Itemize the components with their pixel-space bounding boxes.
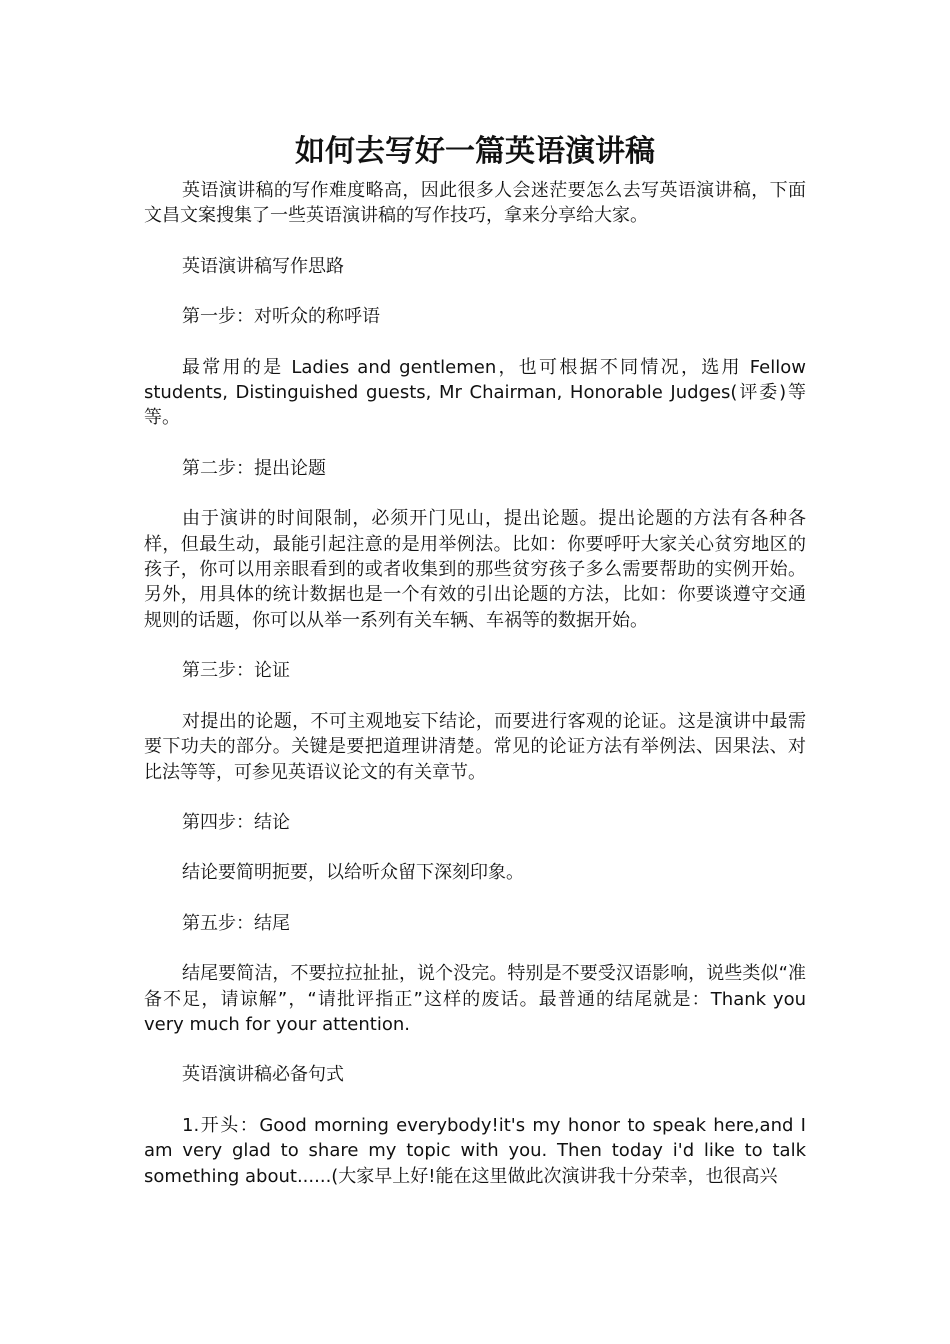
step-five-heading: 第五步：结尾	[182, 912, 290, 934]
step-four-heading: 第四步：结论	[182, 811, 290, 833]
intro-paragraph: 英语演讲稿的写作难度略高，因此很多人会迷茫要怎么去写英语演讲稿，下面文昌文案搜集了一些英语演讲稿的写作技巧，拿来分享给大家。	[144, 180, 806, 227]
paragraph-gap	[144, 229, 806, 254]
paragraph-gap	[144, 886, 806, 911]
step-five-body: 结尾要简洁，不要拉拉扯扯，说个没完。特别是不要受汉语影响，说些类似“准备不足，请谅解”，“请批评指正”这样的废话。最普通的结尾就是：Thank you very much for your attention.	[144, 963, 806, 1035]
step-one-body: 最常用的是 Ladies and gentlemen，也可根据不同情况，选用 Fellow students, Distinguished guests, Mr Chairman, Honorable Judges(评委)等等。	[144, 356, 806, 429]
section-heading-sentence-patterns: 英语演讲稿必备句式	[182, 1064, 344, 1086]
step-four-body: 结论要简明扼要，以给听众留下深刻印象。	[182, 862, 524, 884]
step-two-heading: 第二步：提出论题	[182, 457, 326, 479]
paragraph-gap	[144, 633, 806, 658]
step-one-heading: 第一步：对听众的称呼语	[182, 306, 380, 328]
document-title: 如何去写好一篇英语演讲稿	[295, 134, 655, 169]
paragraph-gap	[144, 785, 806, 810]
document-page	[144, 126, 806, 1189]
paragraph-gap	[144, 936, 806, 961]
opening-pattern-paragraph: 1.开头：Good morning everybody!it's my honor to speak here,and I am very glad to share my topic with you. Then today i'd like to talk something about......(大家早上好!能在这里做此次演讲我十分荣幸，也很高兴	[144, 1114, 806, 1187]
step-three-heading: 第三步：论证	[182, 660, 290, 682]
paragraph-gap	[144, 330, 806, 355]
paragraph-gap	[144, 431, 806, 456]
step-two-body: 由于演讲的时间限制，必须开门见山，提出论题。提出论题的方法有各种各样，但最生动，最能引起注意的是用举例法。比如：你要呼吁大家关心贫穷地区的孩子，你可以用亲眼看到的或者收集到的那些贫穷孩子多么需要帮助的实例开始。另外，用具体的统计数据也是一个有效的引出论题的方法，比如：你要谈遵守交通规则的话题，你可以从举一系列有关车辆、车祸等的数据开始。	[144, 508, 806, 631]
paragraph-gap	[144, 684, 806, 709]
paragraph-gap	[144, 1088, 806, 1113]
paragraph-gap	[144, 279, 806, 304]
step-three-body: 对提出的论题，不可主观地妄下结论，而要进行客观的论证。这是演讲中最需要下功夫的部分。关键是要把道理讲清楚。常见的论证方法有举例法、因果法、对比法等等，可参见英语议论文的有关章节。	[144, 710, 806, 783]
paragraph-gap	[144, 835, 806, 860]
paragraph-gap	[144, 481, 806, 506]
section-heading-writing-approach: 英语演讲稿写作思路	[182, 255, 344, 277]
paragraph-gap	[144, 1037, 806, 1062]
